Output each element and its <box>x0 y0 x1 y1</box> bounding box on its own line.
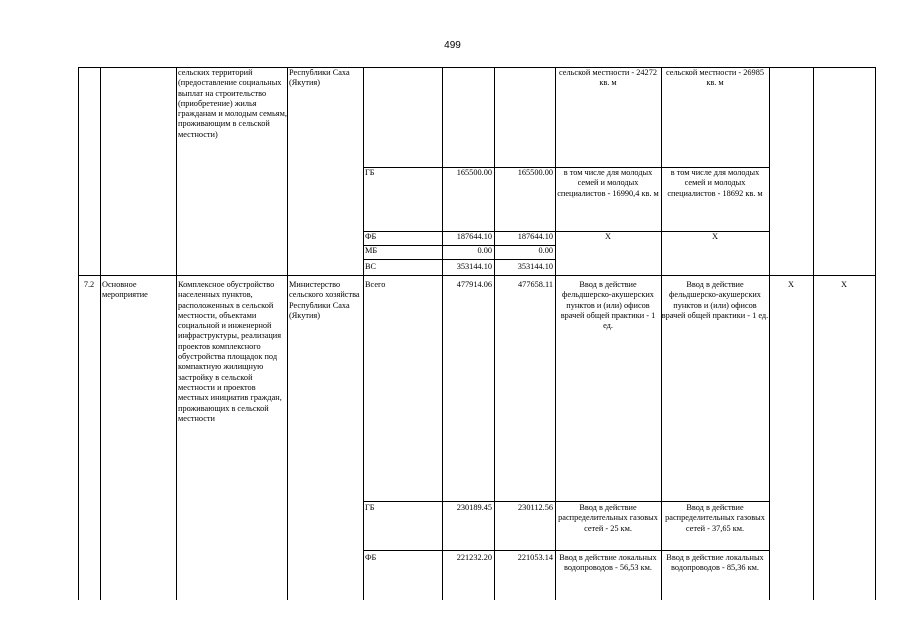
row-7-1-fb-label: ФБ <box>365 232 377 241</box>
row-7-2-total-value-1: 477914.06 <box>456 280 492 289</box>
row-7-2-fb-value-1: 221232.20 <box>456 553 492 562</box>
row-7-2-type: Основное мероприятие <box>102 280 148 300</box>
row-7-1-mb-value-2: 0.00 <box>538 246 553 255</box>
row-7-2-fb-value-2: 221053.14 <box>517 553 553 562</box>
row-7-1-description: сельских территорий (предоставление социальных выплат на строительство (приобретение) жилья гражданам и молодым семьям, проживающим в сельской местности) <box>178 68 287 139</box>
row-7-2-fb-result-1: Ввод в действие локальных водопроводов - 56,53 км. <box>559 553 657 573</box>
row-7-1-vs-value-1: 353144.10 <box>456 262 492 271</box>
row-7-1-result-2023: сельской местности - 26985 кв. м <box>666 68 764 88</box>
row-7-2-total-result-1: Ввод в действие фельдшерско-акушерских пунктов и (или) офисов врачей общей практики - 1 ед. <box>560 280 656 331</box>
row-7-2-gb-result-1: Ввод в действие распределительных газовых сетей - 25 км. <box>558 503 658 533</box>
row-7-2-number: 7.2 <box>83 280 95 289</box>
row-7-1-gb-result-2: в том числе для молодых семей и молодых специалистов - 18692 кв. м <box>667 168 763 198</box>
row-7-1-vs-value-2: 353144.10 <box>517 262 553 271</box>
row-7-1-gb-value-2: 165500.00 <box>517 168 553 177</box>
row-7-2-gb-result-2: Ввод в действие распределительных газовых сетей - 37,65 км. <box>665 503 765 533</box>
row-7-2-total-mark-2: Х <box>841 280 847 289</box>
row-7-2-fb-result-2: Ввод в действие локальных водопроводов - 85,36 км. <box>666 553 764 573</box>
row-7-1-fb-value-1: 187644.10 <box>456 232 492 241</box>
row-7-1-fb-result-1: Х <box>605 232 611 241</box>
row-7-1-result-2022: сельской местности - 24272 кв. м <box>559 68 657 88</box>
row-7-2-total-value-2: 477658.11 <box>518 280 553 289</box>
row-7-2-fb-label: ФБ <box>365 553 377 562</box>
row-7-1-fb-value-2: 187644.10 <box>517 232 553 241</box>
page-number: 499 <box>444 40 461 51</box>
row-7-2-gb-value-2: 230112.56 <box>518 503 553 512</box>
row-7-2-gb-value-1: 230189.45 <box>456 503 492 512</box>
row-7-1-mb-label: МБ <box>365 246 378 255</box>
row-7-1-gb-label: ГБ <box>365 168 375 177</box>
row-7-2-gb-label: ГБ <box>365 503 375 512</box>
row-7-1-fb-result-2: Х <box>712 232 718 241</box>
row-7-1-mb-value-1: 0.00 <box>477 246 492 255</box>
row-7-1-gb-value-1: 165500.00 <box>456 168 492 177</box>
row-7-2-total-result-2: Ввод в действие фельдшерско-акушерских пунктов и (или) офисов врачей общей практики - 1 ед. <box>661 280 769 320</box>
row-7-1-executor: Республики Саха (Якутия) <box>289 68 350 88</box>
row-7-2-description: Комплексное обустройство населенных пунктов, расположенных в сельской местности, объектами социальной и инженерной инфраструктуры, реализация проектов комплексного обустройства площадок под компактную жилищную застройку в сельской местности и проектов местных инициатив граждан, проживающих в сельской местности <box>178 280 282 423</box>
row-7-1-vs-label: ВС <box>365 262 377 271</box>
row-7-2-total-label: Всего <box>365 280 386 289</box>
row-7-2-total-mark-1: Х <box>788 280 794 289</box>
row-7-2-executor: Министерство сельского хозяйства Республики Саха (Якутия) <box>289 280 360 320</box>
row-7-1-gb-result-1: в том числе для молодых семей и молодых специалистов - 16990,4 кв. м <box>557 168 659 198</box>
